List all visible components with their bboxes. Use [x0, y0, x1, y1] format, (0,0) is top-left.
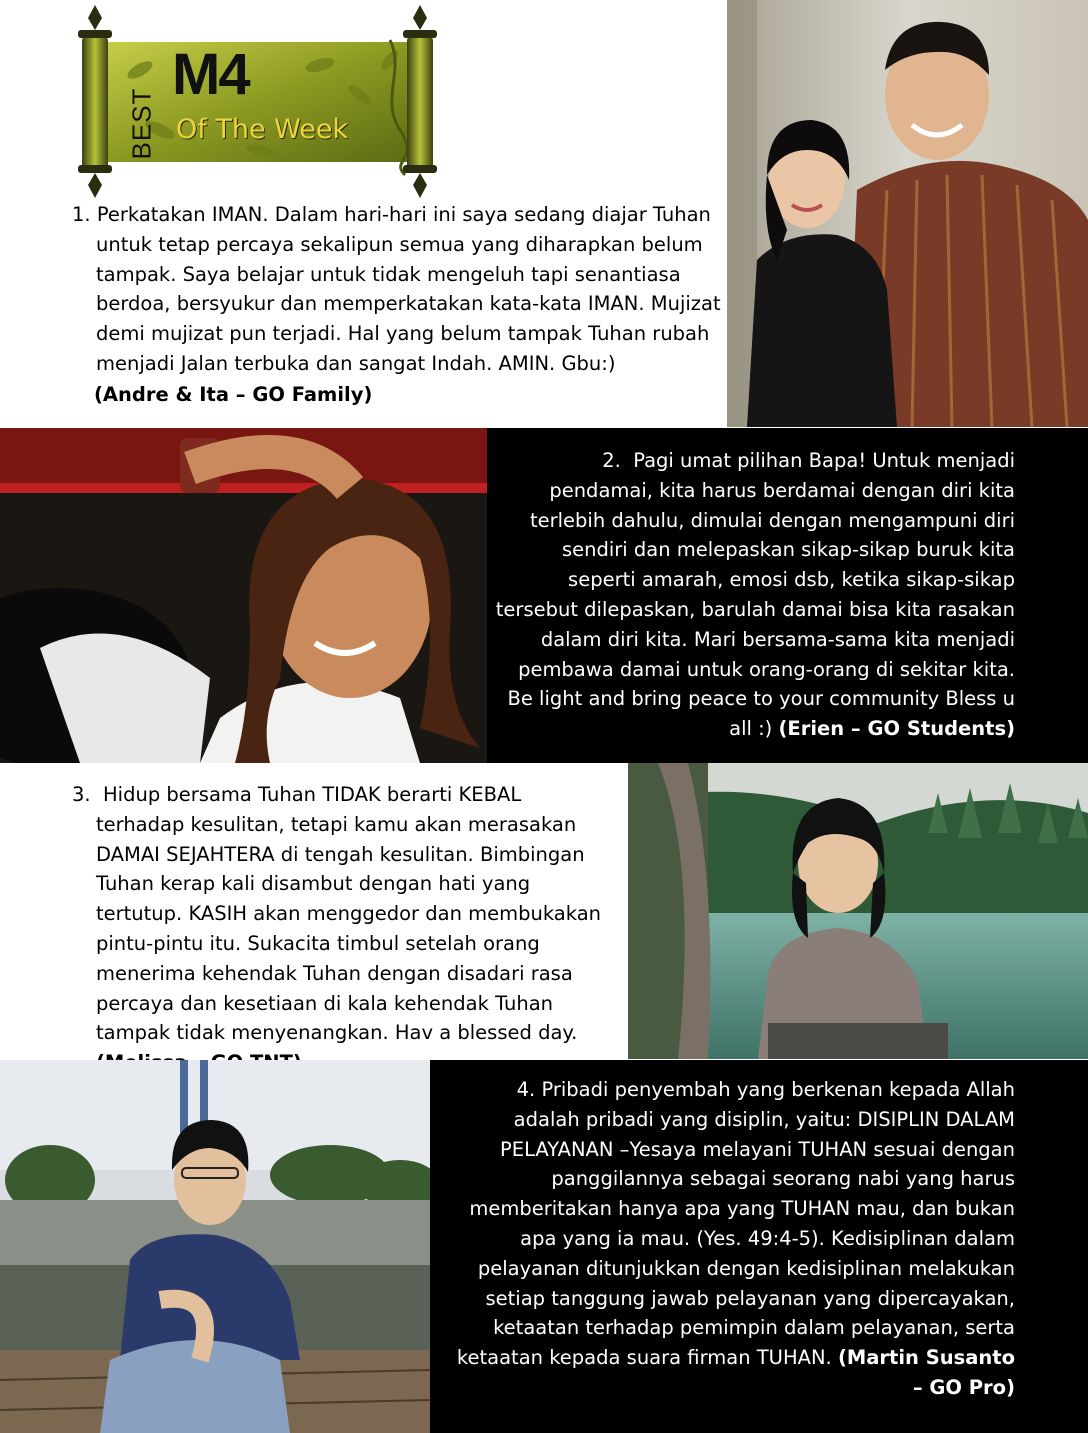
photo-melissa: [628, 763, 1088, 1059]
item-1-number: 1.: [72, 203, 91, 226]
item-4-credit: (Martin Susanto – GO Pro): [837, 1346, 1015, 1399]
item-4-number: 4.: [516, 1078, 536, 1101]
item-4-text: Pribadi penyembah yang berkenan kepada Allah adalah pribadi yang disiplin, yaitu: DISIPLIN DALAM PELAYANAN –Yesaya melayani TUHAN sesuai dengan panggilannya sebagai seorang nabi yang harus memberitakan hanya apa yang TUHAN mau, dan bukan apa yang ia mau. (Yes. 49:4-5). Kedisiplinan dalam pelayanan ditunjukkan dengan kedisiplinan melakukan setiap tanggung jawab pelayanan yang dipercayakan, ketaatan terhadap pemimpin dalam pelayanan, serta ketaatan kepada suara firman TUHAN.: [456, 1078, 1015, 1370]
photo-martin: [0, 1060, 430, 1433]
header-banner: [60, 0, 455, 200]
item-1-credit: (Andre & Ita – GO Family): [94, 382, 373, 406]
item-2-number: 2.: [602, 449, 621, 472]
scroll-graphic: [60, 0, 455, 200]
item-3: [72, 780, 612, 1078]
photo-andre-ita: [727, 0, 1088, 427]
best-label: BEST: [126, 87, 157, 160]
item-1: [72, 200, 722, 410]
item-3-number: 3.: [72, 783, 91, 806]
item-4: [445, 1075, 1015, 1403]
item-2-credit: (Erien – GO Students): [778, 717, 1015, 741]
of-the-week-subtitle: Of The Week: [176, 114, 349, 145]
item-2-text: Pagi umat pilihan Bapa! Untuk menjadi pendamai, kita harus berdamai dengan diri kita terlebih dahulu, dimulai dengan mengampuni diri sendiri dan melepaskan sikap-sikap buruk kita seperti amarah, emosi dsb, ketika sikap-sikap tersebut dilepaskan, barulah damai bisa kita rasakan dalam diri kita. Mari bersama-sama kita menjadi pembawa damai untuk orang-orang di sekitar kita. Be light and bring peace to your community Bless u all :): [495, 449, 1015, 741]
item-3-text: Hidup bersama Tuhan TIDAK berarti KEBAL terhadap kesulitan, tetapi kamu akan merasakan DAMAI SEJAHTERA di tengah kesulitan. Bimbingan Tuhan kerap kali disambut dengan hati yang tertutup. KASIH akan menggedor dan membukakan pintu-pintu itu. Sukacita timbul setelah orang menerima kehendak Tuhan dengan disadari rasa percaya dan kesetiaan di kala kehendak Tuhan tampak tidak menyenangkan. Hav a blessed day.: [96, 783, 602, 1045]
item-1-text: Perkatakan IMAN. Dalam hari-hari ini saya sedang diajar Tuhan untuk tetap percaya sekalipun semua yang diharapkan belum tampak. Saya belajar untuk tidak mengeluh tapi senantiasa berdoa, bersyukur dan memperkatakan kata-kata IMAN. Mujizat demi mujizat pun terjadi. Hal yang belum tampak Tuhan rubah menjadi Jalan terbuka dan sangat Indah. AMIN. Gbu:): [96, 203, 721, 375]
item-2: [495, 446, 1015, 744]
m4-title: M4: [172, 42, 249, 107]
photo-erien: [0, 428, 487, 763]
